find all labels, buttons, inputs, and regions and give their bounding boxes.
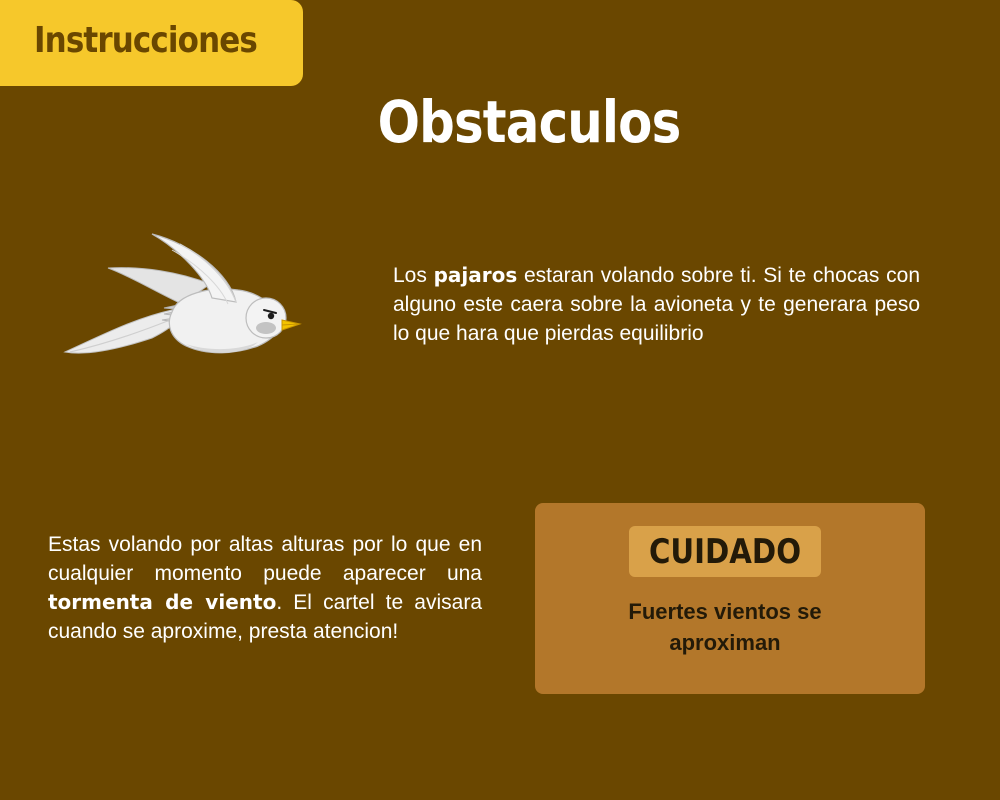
wind-text-end: . El cartel te avisara cuando se aproxime, presta atencion! xyxy=(48,591,482,643)
warning-message: Fuertes vientos se aproximan xyxy=(628,599,822,655)
warning-badge xyxy=(629,526,821,577)
instructions-tab[interactable] xyxy=(0,0,303,86)
page-title: Obstaculos xyxy=(377,88,681,156)
birds-description xyxy=(393,261,920,348)
wind-highlight: tormenta de viento xyxy=(48,590,277,614)
wind-warning-sign xyxy=(535,503,925,694)
wind-description xyxy=(48,530,482,646)
instructions-tab-label: Instrucciones xyxy=(34,20,257,61)
warning-title: CUIDADO xyxy=(648,532,802,572)
birds-text-start: Los xyxy=(393,264,434,287)
bird-icon xyxy=(60,228,305,363)
birds-text-end: estaran volando sobre ti. Si te chocas con alguno este caera sobre la avioneta y te generara peso lo que hara que pierdas equilibrio xyxy=(393,264,920,345)
birds-highlight: pajaros xyxy=(433,263,518,287)
wind-text-start: Estas volando por altas alturas por lo que en cualquier momento puede aparecer una xyxy=(48,533,482,585)
